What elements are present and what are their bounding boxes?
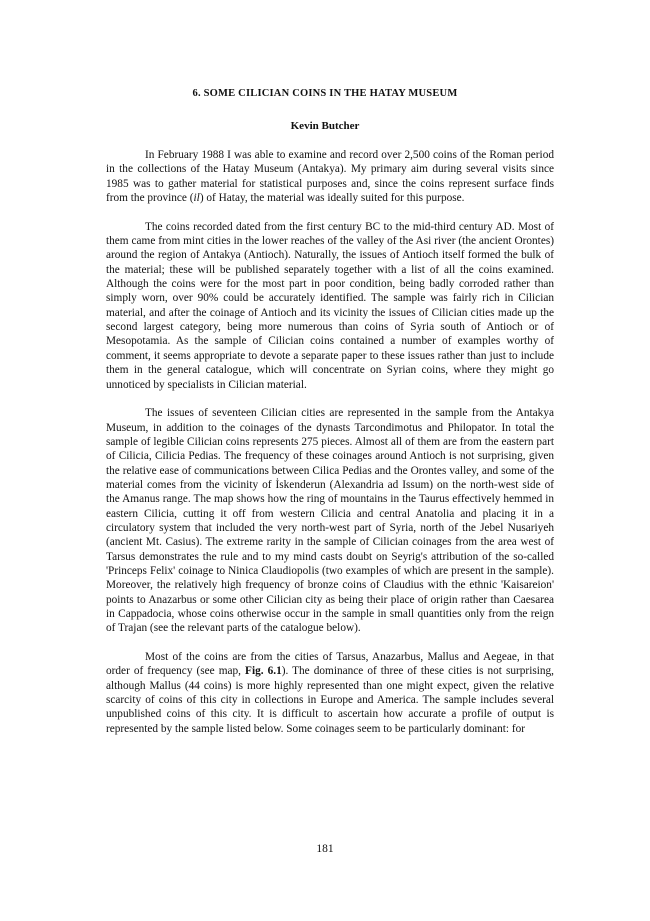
page-number: 181 [316,843,334,855]
text-run: The coins recorded dated from the first century BC to the mid-third century AD. Most of them came from mint cities in the lower reaches of the valley of the Asi river (the ancient Orontes) around the region of Antakya (Antioch). Naturally, the issues of Antioch itself formed the bulk of the material; these will be published separately together with a list of all the coins examined. Although the coins were for the most part in poor condition, being badly corroded rather than simply worn, over 90% could be accurately identified. The sample was fairly rich in Cilician material, and after the coinage of Antioch and its vicinity the issues of Cilician cities made up the second largest category, being more numerous than coins of Syria south of Antioch or of Mesopotamia. As the sample of Cilician coins contained a number of examples worthy of comment, it seems appropriate to devote a separate paper to these issues rather than just to include them in the general catalogue, which will concentrate on Syrian coins, where they might go unnoticed by specialists in Cilician material. [106,220,554,391]
author-name: Kevin Butcher [290,120,360,132]
figure-reference: Fig. 6.1 [245,665,282,678]
text-run: The issues of seventeen Cilician cities are represented in the sample from the Antakya Museum, in addition to the coinages of the dynasts Tarcondimotus and Philopator. In total the sample of legible Cilician coins represents 275 pieces. Almost all of them are from the eastern part of Cilicia, Cilicia Pedias. The frequency of these coinages around Antioch is not surprising, given the relative ease of communications between Cilica Pedias and the Orontes valley, and some of the material comes from the vicinity of İskenderun (Alexandria ad Issum) on the north-west side of the Amanus range. The map shows how the ring of mountains in the Taurus effectively hemmed in eastern Cilicia, cutting it off from western Cilicia and central Anatolia and placing it in a circulatory system that included the very north-west part of Syria, north of the Jebel Nusariyeh (ancient Mt. Casius). The extreme rarity in the sample of Cilician coinages from the area west of Tarsus demonstrates the rule and to my mind casts doubt on Seyrig's attribution of the so-called 'Princeps Felix' coinage to Ninica Claudiopolis (two examples of which are present in the sample). Moreover, the relatively high frequency of bronze coins of Claudius with the ethnic 'Kaisareion' points to Anazarbus or some other Cilician city as being their place of origin rather than Caesarea in Cappadocia, whose coins otherwise occur in the sample in small quantities only from the reign of Trajan (see the relevant parts of the catalogue below). [106,407,554,635]
text-run: In February 1988 I was able to examine and record over 2,500 coins of the Roman period in the collections of the Hatay Museum (Antakya). My primary aim during several visits since 1985 was to gather material for statistical purposes and, since the coins represent surface finds from the province ( [106,149,554,205]
paragraph-1 [106,148,554,205]
paragraph-4 [106,650,554,736]
text-run: ) of Hatay, the material was ideally suited for this purpose. [199,192,465,205]
italic-term: il [193,192,200,205]
paragraph-3 [106,406,554,636]
paragraph-2 [106,220,554,392]
text-run: Most of the coins are from the cities of Tarsus, Anazarbus, Mallus and Aegeae, in that order of frequency (see map, [106,651,554,678]
body-text [106,148,554,736]
chapter-title: 6. SOME CILICIAN COINS IN THE HATAY MUSEUM [192,88,458,99]
text-run: ). The dominance of three of these cities is not surprising, although Mallus (44 coins) is more highly represented than one might expect, given the relative scarcity of coins of this city in collections in Europe and America. The sample includes several unpublished coins of this city. It is difficult to ascertain how accurate a profile of output is represented by the sample listed below. Some coinages seem to be particularly dominant: for [106,665,554,735]
